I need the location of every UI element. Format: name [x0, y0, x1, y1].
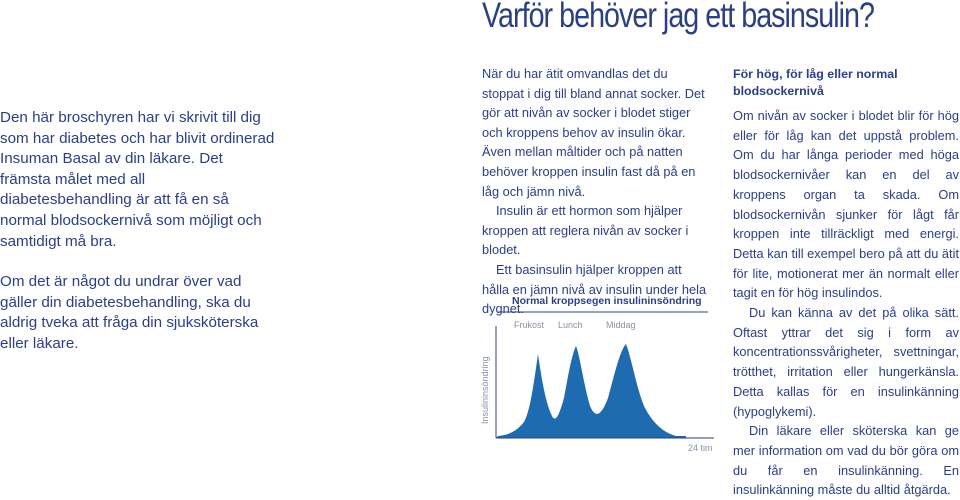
right-heading: För hög, för låg eller normal blodsockernivå	[733, 67, 898, 98]
chart-y-axis-label: Insulininsöndring	[480, 356, 490, 424]
middle-column	[482, 64, 712, 319]
middle-paragraph-1: När du har ätit omvandlas det du stoppat i dig till bland annat socker. Det gör att nivån av socker i blodet stiger och kroppens behov av insulin ökar. Även mellan måltider och på natten behöver kroppen insulin fast då på en låg och jämn nivå.	[482, 66, 705, 199]
meal-label-lunch: Lunch	[558, 320, 583, 330]
intro-column	[0, 108, 276, 355]
chart-x-axis-label: 24 tim	[688, 443, 713, 452]
page-headline: Varför behöver jag ett basinsulin?	[482, 0, 874, 35]
insulin-secretion-chart	[476, 286, 720, 452]
meal-label-dinner: Middag	[606, 320, 636, 330]
right-column	[733, 66, 959, 500]
intro-paragraph-1: Den här broschyren har vi skrivit till dig som har diabetes och har blivit ordinerad Insuman Basal av din läkare. Det främsta målet med all diabetesbehandling är att få en så normal blodsockernivå som möjligt och samtidigt må bra.	[0, 109, 275, 250]
insulin-secretion-area	[496, 344, 686, 438]
meal-label-breakfast: Frukost	[514, 320, 545, 330]
right-paragraph-1: Om nivån av socker i blodet blir för hög eller för låg kan det uppstå problem. Om du har långa perioder med höga blodsockernivåer kan en del av kroppens organ ta skada. Om blodsockernivån sjunker för lågt får kroppen inte tillräckligt med energi. Detta kan till exempel bero på att du ätit för lite, motionerat mer än normalt eller tagit en för hög insulindos.	[733, 108, 959, 301]
chart-title: Normal kroppsegen insulininsöndring	[512, 295, 702, 307]
middle-paragraph-3: Ett basinsulin hjälper kroppen att hålla en jämn nivå av insulin under hela dygnet.	[482, 261, 707, 317]
right-paragraph-3: Din läkare eller sköterska kan ge mer information om vad du bör göra om du får en insulinkänning. En insulinkänning måste du alltid åtgärda.	[733, 423, 959, 498]
middle-paragraph-2: Insulin är ett hormon som hjälper kroppen att reglera nivån av socker i blodet.	[482, 203, 689, 258]
intro-paragraph-2: Om det är något du undrar över vad gäller din diabetesbehandling, ska du aldrig tveka att fråga din sjuksköterska eller läkare.	[0, 273, 259, 352]
right-paragraph-2: Du kan känna av det på olika sätt. Oftast yttrar det sig i form av koncentrationssvårigheter, svettningar, trötthet, irritation eller hungerkänsla. Detta kallas för en insulinkänning (hypoglykemi).	[733, 305, 959, 419]
